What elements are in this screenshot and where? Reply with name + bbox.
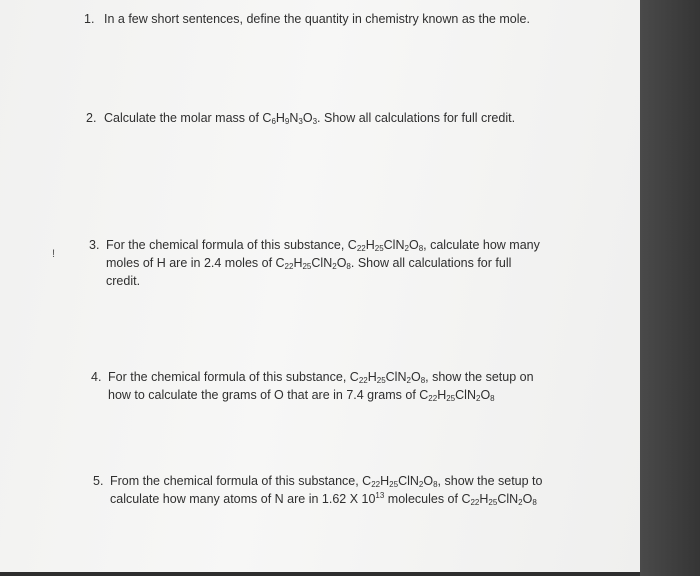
question-text-line-1: For the chemical formula of this substance, $C_{22}H_{25}ClN_2O_8$, calculate how many: [106, 238, 540, 253]
question-text-line-2: moles of H are in 2.4 moles of $C_{22}H_{25}ClN_2O_8$. Show all calculations for full: [106, 256, 512, 271]
question-5: [93, 472, 573, 510]
question-text-line-2: calculate how many atoms of N are in 1.62 X $10^{13}$ molecules of $C_{22}H_{25}ClN_2O_8$: [110, 491, 537, 507]
question-3: [89, 236, 569, 292]
margin-mark: !: [52, 248, 56, 260]
question-text-line-2: how to calculate the grams of O that are in 7.4 grams of $C_{22}H_{25}ClN_2O_8$: [108, 388, 495, 403]
question-4: [91, 368, 571, 406]
question-number: 4.: [91, 370, 102, 384]
desk-background-bottom: [0, 572, 640, 576]
question-2: [86, 109, 626, 129]
question-text-line-1: From the chemical formula of this substance, $C_{22}H_{25}ClN_2O_8$, show the setup to: [110, 474, 543, 489]
question-number: 2.: [86, 111, 97, 125]
question-number: 3.: [89, 238, 100, 252]
question-text-line-3: credit.: [106, 274, 141, 288]
question-number: 5.: [93, 474, 104, 488]
question-text: Calculate the molar mass of $C_6H_9N_3O_3$. Show all calculations for full credit.: [104, 111, 516, 126]
question-number: 1.: [84, 12, 95, 26]
question-text-line-1: For the chemical formula of this substance, $C_{22}H_{25}ClN_2O_8$, show the setup on: [108, 370, 534, 385]
question-1: [84, 10, 624, 30]
desk-background-right: [640, 0, 700, 576]
question-text: In a few short sentences, define the quantity in chemistry known as the mole.: [104, 12, 530, 26]
